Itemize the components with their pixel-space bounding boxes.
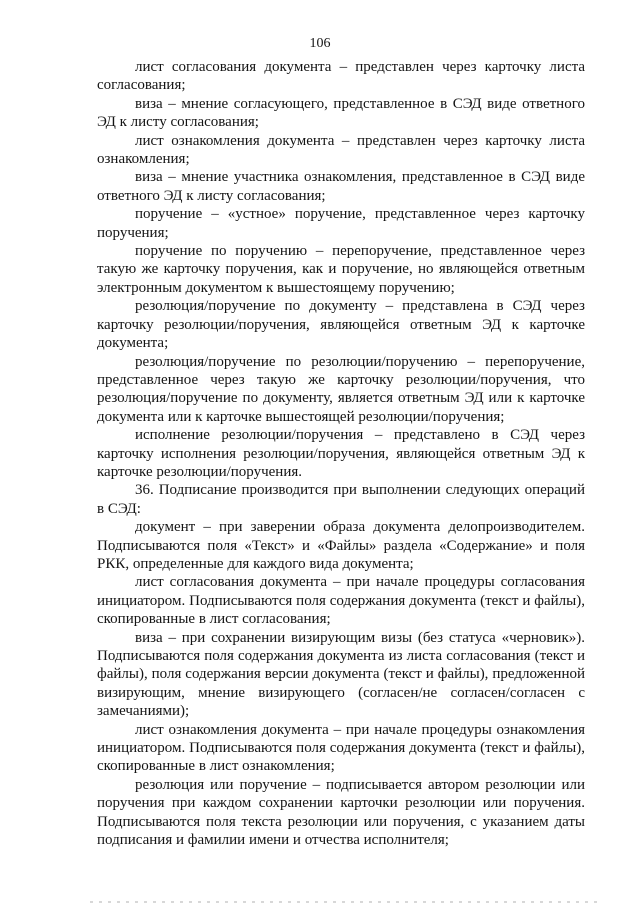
paragraph: документ – при заверении образа документа делопроизводителем. Подписываются поля «Текст» и «Файлы» раздела «Содержание» и поля РКК, определенные для каждого вида документа;: [97, 519, 585, 572]
paragraph: лист согласования документа – представлен через карточку листа согласования;: [97, 59, 585, 94]
paragraph: исполнение резолюции/поручения – представлено в СЭД через карточку исполнения резолюции/поручения, являющейся ответным ЭД к карточке резолюции/поручения.: [97, 427, 585, 480]
paragraph: резолюция/поручение по документу – представлена в СЭД через карточку резолюции/поручения, являющейся ответным ЭД к карточке документа;: [97, 298, 585, 352]
paragraph: виза – мнение согласующего, представленное в СЭД виде ответного ЭД к листу согласования;: [97, 95, 585, 131]
paragraph: резолюция/поручение по резолюции/поручению – перепоручение, представленное через такую же карточку резолюции/поручения, что резолюция/поручение по документу, является ответным ЭД или к карточке документа или к карточке вышестоящей резолюции/поручения;: [97, 353, 585, 425]
paragraph: лист согласования документа – при начале процедуры согласования инициатором. Подписываются поля содержания документа (текст и файлы), скопированные в лист согласования;: [97, 574, 585, 628]
paragraph: лист ознакомления документа – при начале процедуры ознакомления инициатором. Подписываются поля содержания документа (текст и файлы), скопированные в лист ознакомления;: [97, 721, 585, 775]
paragraph: поручение – «устное» поручение, представленное через карточку поручения;: [97, 206, 585, 241]
paragraph: резолюция или поручение – подписывается автором резолюции или поручения при каждом сохранении карточки резолюции или поручения. Подписываются поля текста резолюции или поручения, с указанием даты подписания и фамилии имени и отчества исполнителя;: [97, 776, 585, 849]
section-36-heading: 36. Подписание производится при выполнении следующих операций в СЭД:: [97, 482, 585, 517]
scan-edge-artifact: [90, 901, 600, 903]
paragraph: виза – мнение участника ознакомления, представленное в СЭД виде ответного ЭД к листу согласования;: [97, 169, 585, 204]
page-number: 106: [309, 36, 331, 51]
document-body: [97, 58, 585, 849]
paragraph: поручение по поручению – перепоручение, представленное через такую же карточку поручения, как и поручение, но являющейся ответным электронным документом к вышестоящему поручению;: [97, 243, 585, 296]
paragraph: виза – при сохранении визирующим визы (без статуса «черновик»). Подписываются поля содержания документа из листа согласования (текст и файлы), поля содержания версии документа (текст и файлы), предложенной визирующим, мнение визирующего (согласен/не согласен/согласен с замечаниями);: [97, 629, 585, 720]
paragraph: лист ознакомления документа – представлен через карточку листа ознакомления;: [97, 132, 585, 168]
